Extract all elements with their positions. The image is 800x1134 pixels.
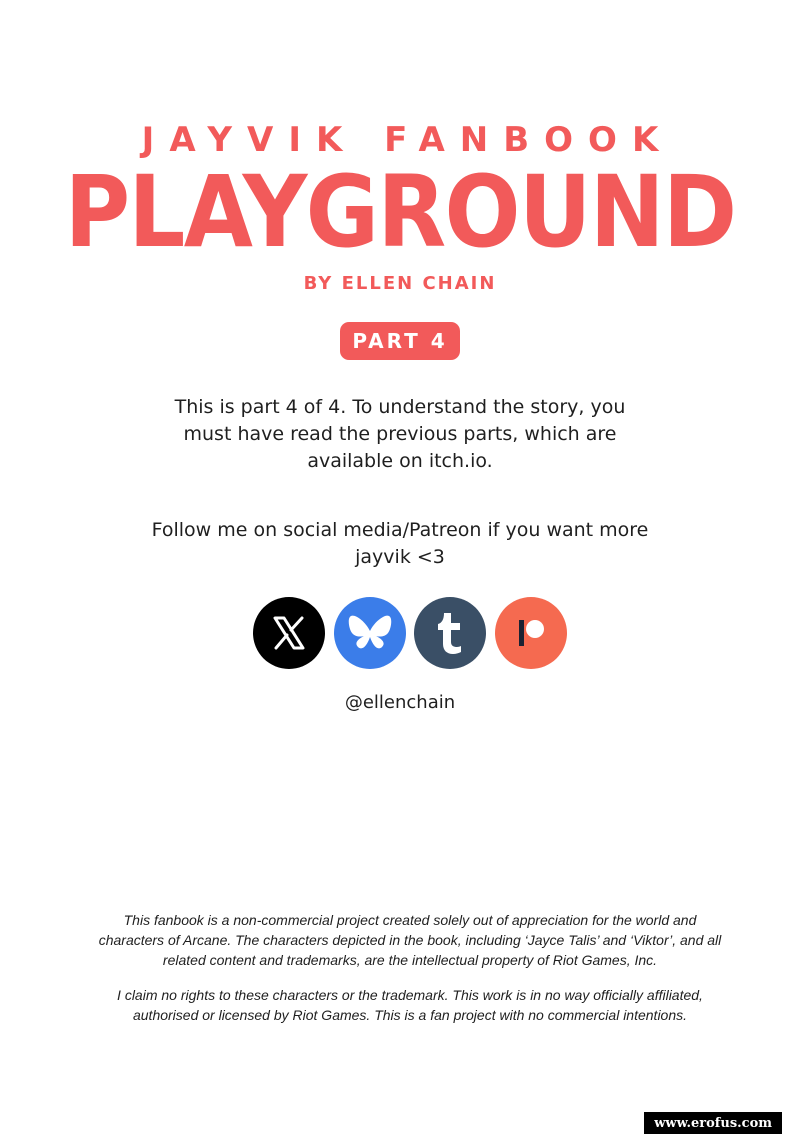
social-handle: @ellenchain: [344, 692, 456, 713]
bluesky-icon[interactable]: [334, 597, 406, 669]
rights-disclaimer: I claim no rights to these characters or the trademark. This work is in no way officially affiliated, authorised or licensed by Riot Games. This is a fan project with no commercial intentions.: [117, 987, 703, 1023]
social-icons: [253, 597, 567, 671]
tumblr-icon[interactable]: [414, 597, 486, 669]
part-badge: PART 4: [340, 322, 460, 360]
intro-paragraph: This is part 4 of 4. To understand the story, you must have read the previous parts, which are available on itch.io.: [174, 396, 626, 472]
x-icon[interactable]: [253, 597, 325, 669]
site-watermark: www.erofus.com: [644, 1112, 782, 1134]
legal-disclaimer: This fanbook is a non-commercial project created solely out of appreciation for the world and characters of Arcane. The characters depicted in the book, including ‘Jayce Talis’ and ‘Viktor’, and all related content and trademarks, are the intellectual property of Riot Games, Inc.: [98, 912, 722, 968]
book-title: PLAYGROUND: [64, 153, 736, 270]
author-byline: BY ELLEN CHAIN: [303, 273, 497, 294]
book-subtitle: JAYVIK FANBOOK: [141, 120, 674, 160]
patreon-icon[interactable]: [495, 597, 567, 669]
follow-paragraph: Follow me on social media/Patreon if you want more jayvik <3: [151, 519, 649, 568]
